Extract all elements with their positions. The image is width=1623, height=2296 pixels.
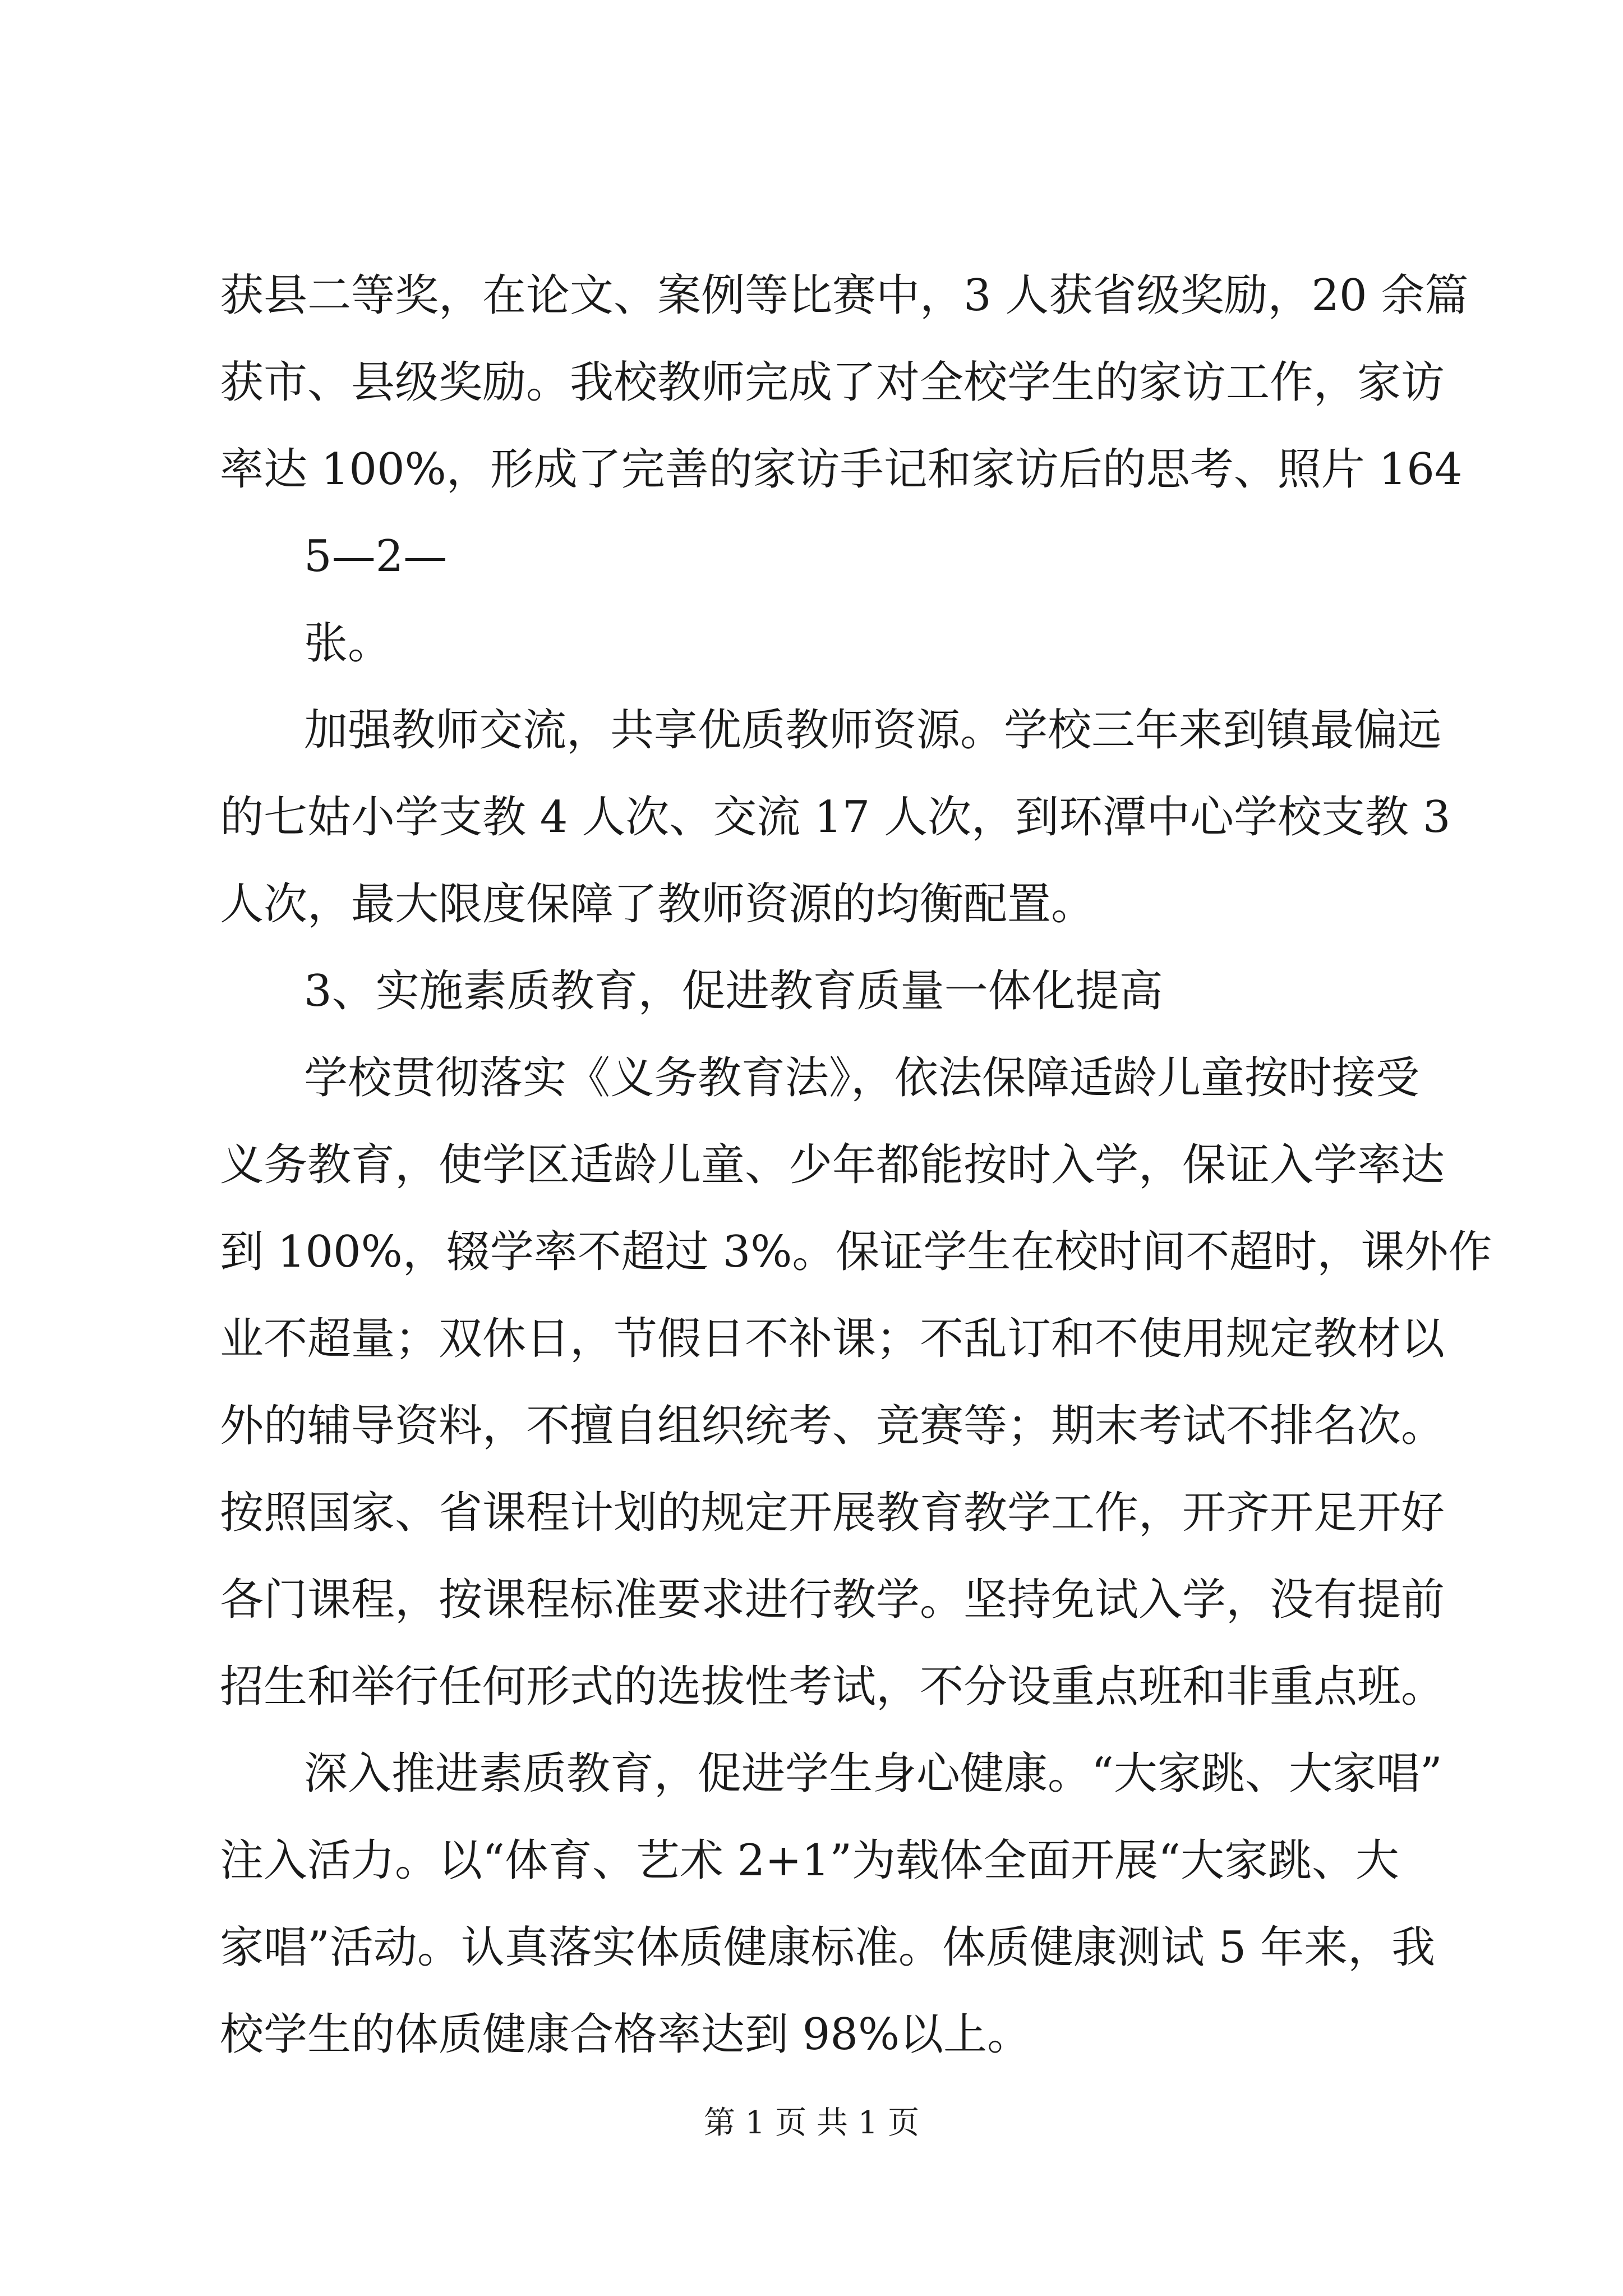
text-line: 获市、县级奖励。我校教师完成了对全校学生的家访工作，家访 (220, 357, 1445, 408)
text-line: 外的辅导资料，不擅自组织统考、竞赛等；期末考试不排名次。 (220, 1401, 1445, 1451)
text-line: 校学生的体质健康合格率达到 98%以上。 (220, 2009, 1031, 2060)
text-line: 5—2— (304, 531, 448, 582)
text-line: 人次，最大限度保障了教师资源的均衡配置。 (220, 879, 1095, 930)
page-footer: 第 1 页 共 1 页 (703, 2105, 920, 2141)
text-line: 获县二等奖，在论文、案例等比赛中，3 人获省级奖励，20 余篇 (220, 270, 1469, 321)
section-heading: 3、实施素质教育，促进教育质量一体化提高 (304, 966, 1163, 1016)
paragraph-first-line: 深入推进素质教育，促进学生身心健康。“大家跳、大家唱” (304, 1749, 1442, 1799)
text-line: 到 100%，辍学率不超过 3%。保证学生在校时间不超时，课外作 (220, 1227, 1492, 1277)
text-line: 注入活力。以“体育、艺术 2+1”为载体全面开展“大家跳、大 (220, 1835, 1400, 1886)
text-line: 张。 (304, 618, 392, 669)
paragraph-first-line: 加强教师交流，共享优质教师资源。学校三年来到镇最偏远 (304, 705, 1442, 756)
text-line: 业不超量；双休日，节假日不补课；不乱订和不使用规定教材以 (220, 1314, 1445, 1364)
text-line: 率达 100%，形成了完善的家访手记和家访后的思考、照片 164 (220, 444, 1463, 495)
text-line: 家唱”活动。认真落实体质健康标准。体质健康测试 5 年来，我 (220, 1922, 1436, 1973)
document-body (220, 252, 1492, 2078)
text-line: 招生和举行任何形式的选拔性考试，不分设重点班和非重点班。 (220, 1662, 1445, 1712)
text-line: 的七姑小学支教 4 人次、交流 17 人次，到环潭中心学校支教 3 (220, 792, 1451, 843)
text-line: 按照国家、省课程计划的规定开展教育教学工作，开齐开足开好 (220, 1488, 1445, 1538)
text-line: 义务教育，使学区适龄儿童、少年都能按时入学，保证入学率达 (220, 1140, 1445, 1190)
text-line: 各门课程，按课程标准要求进行教学。坚持免试入学，没有提前 (220, 1575, 1445, 1625)
paragraph-first-line: 学校贯彻落实《义务教育法》，依法保障适龄儿童按时接受 (304, 1053, 1420, 1103)
